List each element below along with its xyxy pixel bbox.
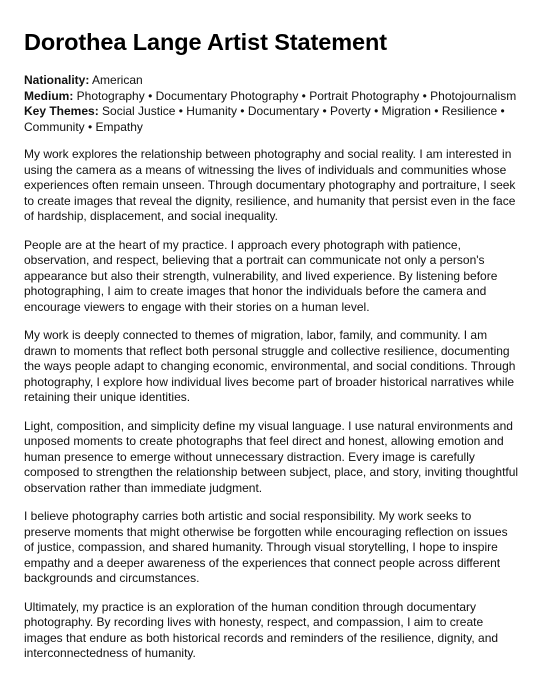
paragraph: Light, composition, and simplicity define my visual language. I use natural environments and unposed moments to create photographs that feel direct and honest, allowing emotion and human presence to emerge without unnecessary distraction. Every image is carefully composed to strengthen the relationship between subject, place, and story, inviting thoughtful observation rather than immediate judgment. xyxy=(24,418,519,495)
paragraph: Ultimately, my practice is an exploration of the human condition through documentary photography. By recording lives with honesty, respect, and compassion, I aim to create images that endure as both historical records and reminders of the resilience, dignity, and interconnectedness of humanity. xyxy=(24,599,499,660)
metadata-value: American xyxy=(89,73,143,87)
paragraph: My work is deeply connected to themes of migration, labor, family, and community. I am drawn to moments that reflect both personal struggle and collective resilience, documenting the ways people adapt to changing economic, environmental, and social conditions. Through photography, I explore how individual lives become part of broader historical narratives while retaining their unique identities. xyxy=(24,328,516,404)
paragraph: I believe photography carries both artistic and social responsibility. My work seeks to preserve moments that might otherwise be forgotten while encouraging reflection on issues of justice, compassion, and shared humanity. Through visual storytelling, I hope to inspire empathy and a deeper awareness of the experiences that connect people across different backgrounds and circumstances. xyxy=(24,509,508,585)
metadata-block xyxy=(24,73,520,135)
metadata-key-themes xyxy=(24,104,520,135)
metadata-value: Photography • Documentary Photography • Portrait Photography • Photojournalism xyxy=(73,88,517,103)
paragraph: My work explores the relationship between photography and social reality. I am interested in using the camera as a means of witnessing the lives of individuals and communities whose experiences often remain unseen. Through documentary photography and portraiture, I seek to create images that reveal the dignity, resilience, and humanity that persist even in the face of hardship, displacement, and social inequality. xyxy=(24,147,516,223)
metadata-label: Medium: xyxy=(24,88,74,103)
metadata-label: Key Themes: xyxy=(24,104,99,118)
page-title: Dorothea Lange Artist Statement xyxy=(24,29,387,55)
metadata-value: Social Justice • Humanity • Documentary • Poverty • Migration • Resilience • Community • Empathy xyxy=(24,104,505,134)
metadata-medium xyxy=(24,89,520,105)
metadata-label: Nationality: xyxy=(24,73,90,87)
paragraph: People are at the heart of my practice. I approach every photograph with patience, observation, and respect, believing that a portrait can communicate not only a person's appearance but also their strength, vulnerability, and lived experience. By listening before photographing, I aim to create images that honor the individuals before the camera and encourage viewers to engage with their stories on a human level. xyxy=(24,237,498,314)
statement-body xyxy=(24,147,520,662)
metadata-nationality xyxy=(24,73,520,89)
